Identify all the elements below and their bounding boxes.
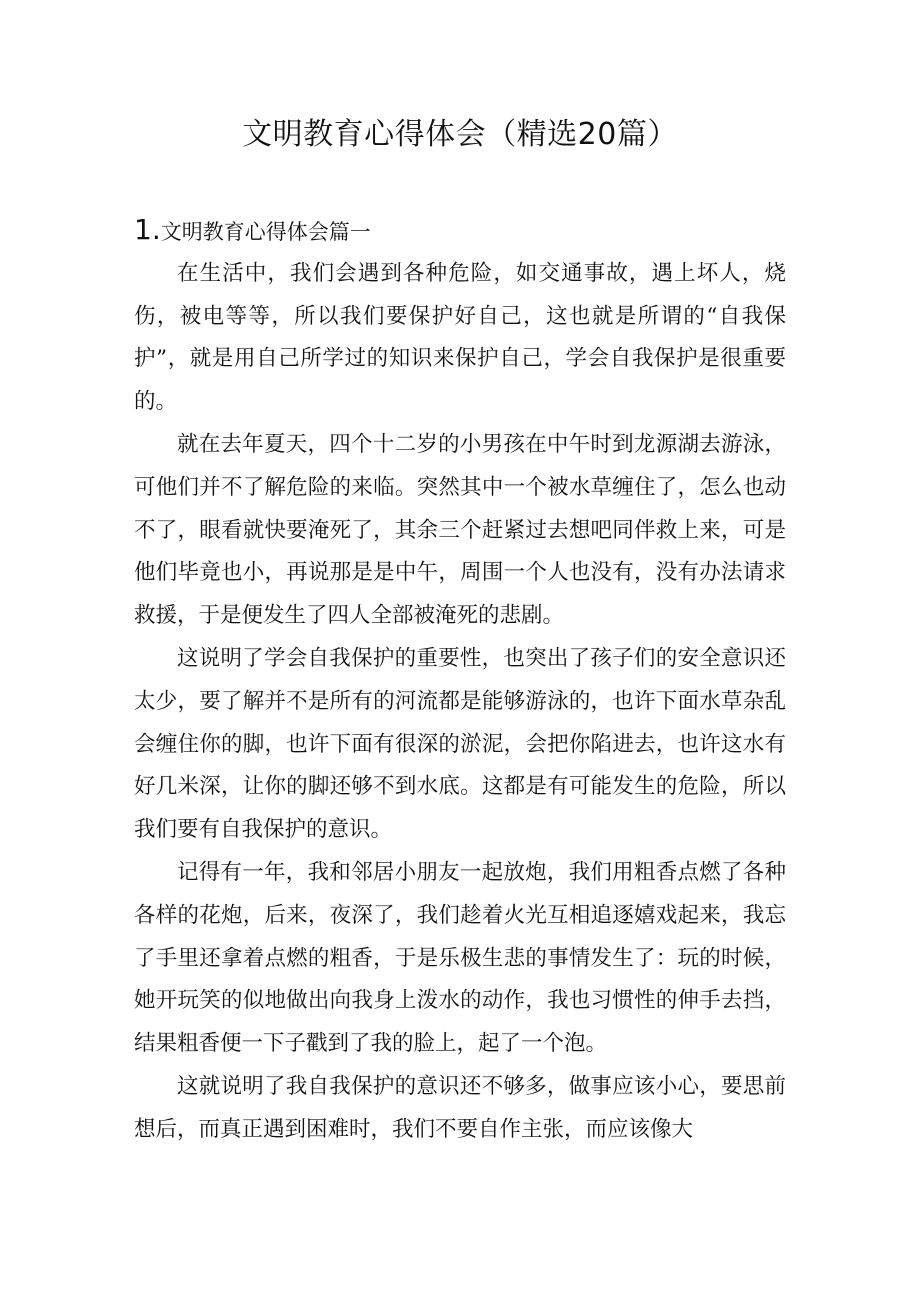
paragraph: 就在去年夏天，四个十二岁的小男孩在中午时到龙源湖去游泳，可他们并不了解危险的来临。突然其中一个被水草缠住了，怎么也动不了，眼看就快要淹死了，其余三个赶紧过去想吧同伴救上来，可是他们毕竟也小，再说那是是中午，周围一个人也没有，没有办法请求救援，于是便发生了四人全部被淹死的悲剧。 xyxy=(134,432,786,628)
section-heading xyxy=(134,210,371,252)
paragraph: 这说明了学会自我保护的重要性，也突出了孩子们的安全意识还太少，要了解并不是所有的河流都是能够游泳的，也许下面水草杂乱会缠住你的脚，也许下面有很深的淤泥，会把你陷进去，也许这水有好几米深，让你的脚还够不到水底。这都是有可能发生的危险，所以我们要有自我保护的意识。 xyxy=(134,646,786,842)
document-body xyxy=(134,253,786,1152)
paragraph: 记得有一年，我和邻居小朋友一起放炮，我们用粗香点燃了各种各样的花炮，后来，夜深了，我们趁着火光互相追逐嬉戏起来，我忘了手里还拿着点燃的粗香，于是乐极生悲的事情发生了：玩的时候，她开玩笑的似地做出向我身上泼水的动作，我也习惯性的伸手去挡，结果粗香便一下子戳到了我的脸上，起了一个泡。 xyxy=(134,860,786,1056)
paragraph: 在生活中，我们会遇到各种危险，如交通事故，遇上坏人，烧伤，被电等等，所以我们要保护好自己，这也就是所谓的“自我保护”，就是用自己所学过的知识来保护自己，学会自我保护是很重要的。 xyxy=(134,261,786,414)
section-number: 1. xyxy=(134,213,161,246)
paragraph: 这就说明了我自我保护的意识还不够多，做事应该小心，要思前想后，而真正遇到困难时，我们不要自作主张，而应该像大 xyxy=(134,1074,786,1142)
section-title: 文明教育心得体会篇一 xyxy=(160,220,371,244)
document-title: 文明教育心得体会（精选20篇） xyxy=(242,117,678,152)
